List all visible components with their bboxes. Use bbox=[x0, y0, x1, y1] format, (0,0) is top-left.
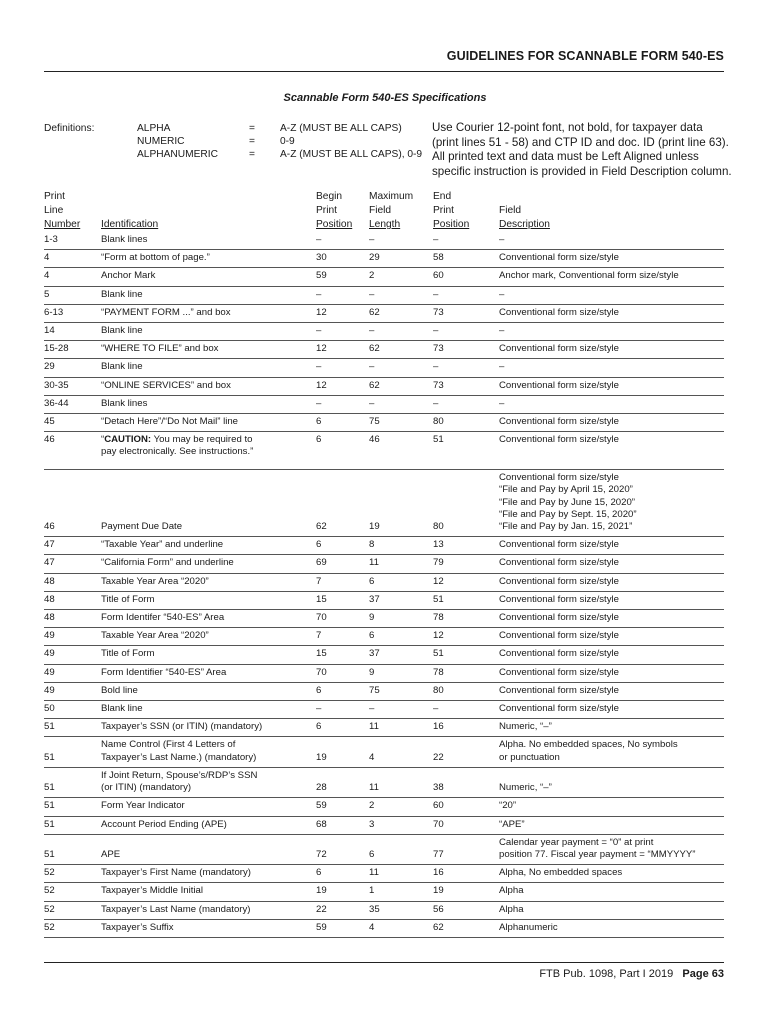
field-description-cell: Conventional form size/style bbox=[499, 377, 724, 395]
identification-cell: Form Year Indicator bbox=[101, 798, 316, 816]
max-length-cell: 4 bbox=[369, 737, 433, 767]
identification-cell: Taxpayer’s Middle Initial bbox=[101, 883, 316, 901]
max-length-cell: 37 bbox=[369, 646, 433, 664]
end-position-cell: 12 bbox=[433, 573, 499, 591]
identification-cell: Taxpayer’s Last Name (mandatory) bbox=[101, 901, 316, 919]
term-alphanumeric: ALPHANUMERIC bbox=[137, 149, 218, 160]
line-number-cell: 49 bbox=[44, 664, 101, 682]
begin-position-cell: 62 bbox=[316, 470, 369, 537]
header-text: Maximum bbox=[369, 191, 414, 202]
field-description-cell: Conventional form size/style bbox=[499, 304, 724, 322]
field-description-cell: Alpha bbox=[499, 883, 724, 901]
max-length-cell: 19 bbox=[369, 470, 433, 537]
header-text: Begin bbox=[316, 191, 343, 202]
table-row bbox=[44, 816, 724, 834]
field-description-cell: Alpha bbox=[499, 901, 724, 919]
max-length-cell: 11 bbox=[369, 865, 433, 883]
line-number-cell: 6-13 bbox=[44, 304, 101, 322]
line-number-cell: 29 bbox=[44, 359, 101, 377]
identification-cell: “Form at bottom of page.” bbox=[101, 250, 316, 268]
end-position-cell: 73 bbox=[433, 377, 499, 395]
header-text: Identification bbox=[101, 219, 159, 230]
line-number-cell: 51 bbox=[44, 719, 101, 737]
end-position-cell: – bbox=[433, 286, 499, 304]
spec-table bbox=[44, 232, 724, 938]
header-text: Print bbox=[316, 205, 337, 216]
term-alpha: ALPHA bbox=[137, 123, 171, 134]
begin-position-cell: 12 bbox=[316, 341, 369, 359]
begin-position-cell: 12 bbox=[316, 304, 369, 322]
line-number-cell: 36-44 bbox=[44, 395, 101, 413]
end-position-cell: 62 bbox=[433, 919, 499, 937]
identification-cell: Blank line bbox=[101, 323, 316, 341]
max-length-cell: 4 bbox=[369, 919, 433, 937]
end-position-cell: 51 bbox=[433, 591, 499, 609]
line-number-cell: 52 bbox=[44, 919, 101, 937]
begin-position-cell: 6 bbox=[316, 719, 369, 737]
identification-cell: APE bbox=[101, 834, 316, 864]
end-position-cell: 60 bbox=[433, 268, 499, 286]
page-number: Page 63 bbox=[682, 968, 724, 980]
max-length-cell: 11 bbox=[369, 555, 433, 573]
line-number-cell: 46 bbox=[44, 470, 101, 537]
caution-text-line2: pay electronically. See instructions.” bbox=[101, 446, 254, 458]
table-row bbox=[44, 737, 724, 767]
field-description-cell: – bbox=[499, 395, 724, 413]
begin-position-cell: – bbox=[316, 359, 369, 377]
page-header-title: GUIDELINES FOR SCANNABLE FORM 540-ES bbox=[446, 49, 724, 63]
line-number-cell: 52 bbox=[44, 901, 101, 919]
line-number-cell: 30-35 bbox=[44, 377, 101, 395]
field-description-cell: “APE” bbox=[499, 816, 724, 834]
line-number-cell: 14 bbox=[44, 323, 101, 341]
col-header-print-line-number bbox=[44, 190, 80, 232]
begin-position-cell: 68 bbox=[316, 816, 369, 834]
identification-cell: “WHERE TO FILE” and box bbox=[101, 341, 316, 359]
field-description-cell: Conventional form size/style bbox=[499, 341, 724, 359]
table-row bbox=[44, 341, 724, 359]
table-row bbox=[44, 359, 724, 377]
end-position-cell: 12 bbox=[433, 628, 499, 646]
line-number-cell: 52 bbox=[44, 883, 101, 901]
identification-cell: “PAYMENT FORM ...” and box bbox=[101, 304, 316, 322]
field-description-cell: Conventional form size/style bbox=[499, 573, 724, 591]
line-number-cell: 4 bbox=[44, 250, 101, 268]
max-length-cell: 3 bbox=[369, 816, 433, 834]
begin-position-cell: 19 bbox=[316, 737, 369, 767]
instruction-line: (print lines 51 - 58) and CTP ID and doc. ID (print line 63). bbox=[432, 135, 729, 149]
field-description-cell: Conventional form size/style bbox=[499, 682, 724, 700]
line-number-cell: 49 bbox=[44, 628, 101, 646]
identification-cell: Blank lines bbox=[101, 395, 316, 413]
identification-cell: “Detach Here”/“Do Not Mail” line bbox=[101, 414, 316, 432]
table-row bbox=[44, 304, 724, 322]
identification-cell: Taxpayer’s First Name (mandatory) bbox=[101, 865, 316, 883]
identification-cell: Anchor Mark bbox=[101, 268, 316, 286]
end-position-cell: 80 bbox=[433, 682, 499, 700]
identification-cell: Taxpayer’s Suffix bbox=[101, 919, 316, 937]
max-length-cell: 62 bbox=[369, 304, 433, 322]
field-description-cell: Conventional form size/style bbox=[499, 414, 724, 432]
table-row bbox=[44, 323, 724, 341]
identification-cell: Bold line bbox=[101, 682, 316, 700]
table-row bbox=[44, 555, 724, 573]
table-row bbox=[44, 268, 724, 286]
table-row bbox=[44, 883, 724, 901]
header-text: Field bbox=[499, 205, 522, 216]
identification-cell: Blank lines bbox=[101, 232, 316, 250]
field-description-cell: Anchor mark, Conventional form size/style bbox=[499, 268, 724, 286]
field-description-cell: Conventional form size/style bbox=[499, 537, 724, 555]
header-text: Line bbox=[44, 205, 64, 216]
value-numeric: 0-9 bbox=[280, 136, 295, 147]
max-length-cell: – bbox=[369, 323, 433, 341]
line-number-cell: 51 bbox=[44, 834, 101, 864]
end-position-cell: 78 bbox=[433, 610, 499, 628]
caution-open-quote: “ bbox=[101, 434, 105, 446]
table-row bbox=[44, 664, 724, 682]
begin-position-cell: 6 bbox=[316, 682, 369, 700]
field-description-cell: Conventional form size/style bbox=[499, 610, 724, 628]
field-description-cell: Alpha, No embedded spaces bbox=[499, 865, 724, 883]
end-position-cell: 80 bbox=[433, 470, 499, 537]
max-length-cell: – bbox=[369, 232, 433, 250]
font-instructions bbox=[432, 121, 732, 179]
table-row bbox=[44, 250, 724, 268]
identification-cell: Taxable Year Area “2020” bbox=[101, 573, 316, 591]
header-text: Position bbox=[316, 219, 353, 230]
begin-position-cell: 19 bbox=[316, 883, 369, 901]
header-text: Print bbox=[433, 205, 454, 216]
field-description-cell: Alpha. No embedded spaces, No symbols or punctuation bbox=[499, 737, 724, 767]
max-length-cell: 62 bbox=[369, 341, 433, 359]
table-row bbox=[44, 432, 724, 470]
page-footer bbox=[539, 968, 724, 980]
spec-title: Scannable Form 540-ES Specifications bbox=[283, 92, 487, 104]
table-row bbox=[44, 573, 724, 591]
begin-position-cell: 59 bbox=[316, 798, 369, 816]
line-number-cell: 49 bbox=[44, 682, 101, 700]
header-text: Field bbox=[369, 205, 392, 216]
table-row bbox=[44, 377, 724, 395]
line-number-cell: 47 bbox=[44, 537, 101, 555]
begin-position-cell: 59 bbox=[316, 919, 369, 937]
identification-cell: “California Form” and underline bbox=[101, 555, 316, 573]
term-numeric: NUMERIC bbox=[137, 136, 185, 147]
max-length-cell: 29 bbox=[369, 250, 433, 268]
begin-position-cell: 30 bbox=[316, 250, 369, 268]
identification-cell bbox=[101, 432, 316, 470]
field-description-cell: Numeric, “–” bbox=[499, 767, 724, 797]
equals-sign: = bbox=[249, 136, 255, 147]
end-position-cell: 19 bbox=[433, 883, 499, 901]
begin-position-cell: – bbox=[316, 395, 369, 413]
max-length-cell: 8 bbox=[369, 537, 433, 555]
identification-cell: “ONLINE SERVICES” and box bbox=[101, 377, 316, 395]
table-row bbox=[44, 628, 724, 646]
value-alpha: A-Z (MUST BE ALL CAPS) bbox=[280, 123, 402, 134]
header-text: Number bbox=[44, 219, 81, 230]
col-header-field-description bbox=[499, 204, 550, 232]
line-number-cell: 47 bbox=[44, 555, 101, 573]
table-row bbox=[44, 286, 724, 304]
field-description-cell: Conventional form size/style bbox=[499, 591, 724, 609]
begin-position-cell: 6 bbox=[316, 537, 369, 555]
identification-cell: Form Identifer “540-ES” Area bbox=[101, 610, 316, 628]
table-row bbox=[44, 470, 724, 537]
line-number-cell: 4 bbox=[44, 268, 101, 286]
begin-position-cell: 70 bbox=[316, 664, 369, 682]
col-header-identification bbox=[101, 218, 158, 232]
identification-cell: Title of Form bbox=[101, 591, 316, 609]
spec-table-body bbox=[44, 232, 724, 937]
line-number-cell: 51 bbox=[44, 737, 101, 767]
end-position-cell: 78 bbox=[433, 664, 499, 682]
begin-position-cell: 59 bbox=[316, 268, 369, 286]
field-description-cell: Conventional form size/style bbox=[499, 432, 724, 470]
identification-cell: Account Period Ending (APE) bbox=[101, 816, 316, 834]
caution-text: You may be required to bbox=[151, 434, 253, 446]
line-number-cell: 48 bbox=[44, 573, 101, 591]
table-row bbox=[44, 701, 724, 719]
begin-position-cell: 72 bbox=[316, 834, 369, 864]
end-position-cell: 16 bbox=[433, 865, 499, 883]
begin-position-cell: – bbox=[316, 323, 369, 341]
begin-position-cell: 7 bbox=[316, 573, 369, 591]
col-header-begin-print-position bbox=[316, 190, 352, 232]
table-row bbox=[44, 232, 724, 250]
line-number-cell: 5 bbox=[44, 286, 101, 304]
end-position-cell: 70 bbox=[433, 816, 499, 834]
max-length-cell: – bbox=[369, 286, 433, 304]
begin-position-cell: 28 bbox=[316, 767, 369, 797]
max-length-cell: 46 bbox=[369, 432, 433, 470]
end-position-cell: – bbox=[433, 701, 499, 719]
end-position-cell: – bbox=[433, 359, 499, 377]
max-length-cell: 9 bbox=[369, 610, 433, 628]
line-number-cell: 51 bbox=[44, 767, 101, 797]
field-description-cell: Conventional form size/style bbox=[499, 628, 724, 646]
begin-position-cell: – bbox=[316, 286, 369, 304]
header-text: Length bbox=[369, 219, 401, 230]
field-description-cell: Conventional form size/style bbox=[499, 646, 724, 664]
max-length-cell: 75 bbox=[369, 682, 433, 700]
line-number-cell: 46 bbox=[44, 432, 101, 470]
table-row bbox=[44, 682, 724, 700]
max-length-cell: 6 bbox=[369, 834, 433, 864]
publication-label: FTB Pub. 1098, Part I 2019 bbox=[539, 968, 674, 980]
end-position-cell: 80 bbox=[433, 414, 499, 432]
table-row bbox=[44, 798, 724, 816]
end-position-cell: 60 bbox=[433, 798, 499, 816]
header-text: Print bbox=[44, 191, 65, 202]
end-position-cell: 58 bbox=[433, 250, 499, 268]
max-length-cell: 9 bbox=[369, 664, 433, 682]
end-position-cell: 79 bbox=[433, 555, 499, 573]
end-position-cell: 13 bbox=[433, 537, 499, 555]
field-description-cell: Numeric, “–” bbox=[499, 719, 724, 737]
table-row bbox=[44, 537, 724, 555]
header-text: Position bbox=[433, 219, 470, 230]
instruction-line: specific instruction is provided in Field Description column. bbox=[432, 164, 732, 178]
field-description-cell: Alphanumeric bbox=[499, 919, 724, 937]
identification-cell: Form Identifier “540-ES” Area bbox=[101, 664, 316, 682]
end-position-cell: 73 bbox=[433, 304, 499, 322]
end-position-cell: 22 bbox=[433, 737, 499, 767]
end-position-cell: 51 bbox=[433, 646, 499, 664]
end-position-cell: 56 bbox=[433, 901, 499, 919]
identification-cell: “Taxable Year” and underline bbox=[101, 537, 316, 555]
footer-rule bbox=[44, 962, 724, 963]
table-row bbox=[44, 414, 724, 432]
max-length-cell: 62 bbox=[369, 377, 433, 395]
begin-position-cell: 15 bbox=[316, 646, 369, 664]
begin-position-cell: – bbox=[316, 701, 369, 719]
table-row bbox=[44, 834, 724, 864]
table-row bbox=[44, 395, 724, 413]
identification-cell: Taxpayer’s SSN (or ITIN) (mandatory) bbox=[101, 719, 316, 737]
begin-position-cell: 15 bbox=[316, 591, 369, 609]
begin-position-cell: 7 bbox=[316, 628, 369, 646]
table-row bbox=[44, 865, 724, 883]
table-row bbox=[44, 919, 724, 937]
definition-values bbox=[280, 122, 422, 161]
end-position-cell: 38 bbox=[433, 767, 499, 797]
begin-position-cell: 6 bbox=[316, 432, 369, 470]
max-length-cell: 11 bbox=[369, 767, 433, 797]
begin-position-cell: 22 bbox=[316, 901, 369, 919]
max-length-cell: 11 bbox=[369, 719, 433, 737]
line-number-cell: 15-28 bbox=[44, 341, 101, 359]
begin-position-cell: 6 bbox=[316, 414, 369, 432]
begin-position-cell: – bbox=[316, 232, 369, 250]
line-number-cell: 52 bbox=[44, 865, 101, 883]
line-number-cell: 51 bbox=[44, 798, 101, 816]
instruction-line: All printed text and data must be Left Aligned unless bbox=[432, 150, 699, 163]
end-position-cell: 77 bbox=[433, 834, 499, 864]
table-row bbox=[44, 610, 724, 628]
definition-equals bbox=[249, 122, 255, 161]
instruction-line: Use Courier 12-point font, not bold, for taxpayer data bbox=[432, 121, 703, 134]
max-length-cell: 6 bbox=[369, 628, 433, 646]
line-number-cell: 48 bbox=[44, 610, 101, 628]
header-text: End bbox=[433, 191, 452, 202]
field-description-cell: – bbox=[499, 359, 724, 377]
identification-cell: Blank line bbox=[101, 286, 316, 304]
field-description-cell: – bbox=[499, 232, 724, 250]
identification-cell: If Joint Return, Spouse’s/RDP’s SSN (or ITIN) (mandatory) bbox=[101, 767, 316, 797]
max-length-cell: 6 bbox=[369, 573, 433, 591]
col-header-maximum-field-length bbox=[369, 190, 413, 232]
identification-cell: Taxable Year Area “2020” bbox=[101, 628, 316, 646]
max-length-cell: 2 bbox=[369, 798, 433, 816]
col-header-end-print-position bbox=[433, 190, 469, 232]
end-position-cell: – bbox=[433, 395, 499, 413]
equals-sign: = bbox=[249, 123, 255, 134]
field-description-cell: – bbox=[499, 286, 724, 304]
table-row bbox=[44, 719, 724, 737]
end-position-cell: – bbox=[433, 232, 499, 250]
end-position-cell: 16 bbox=[433, 719, 499, 737]
field-description-cell: Conventional form size/style bbox=[499, 250, 724, 268]
identification-cell: Blank line bbox=[101, 701, 316, 719]
definitions-label: Definitions: bbox=[44, 123, 95, 134]
identification-cell: Title of Form bbox=[101, 646, 316, 664]
max-length-cell: – bbox=[369, 395, 433, 413]
max-length-cell: 35 bbox=[369, 901, 433, 919]
value-alphanumeric: A-Z (MUST BE ALL CAPS), 0-9 bbox=[280, 149, 423, 160]
field-description-cell: – bbox=[499, 323, 724, 341]
identification-cell: Blank line bbox=[101, 359, 316, 377]
field-description-cell: Conventional form size/style bbox=[499, 664, 724, 682]
table-row bbox=[44, 646, 724, 664]
line-number-cell: 48 bbox=[44, 591, 101, 609]
begin-position-cell: 69 bbox=[316, 555, 369, 573]
line-number-cell: 50 bbox=[44, 701, 101, 719]
line-number-cell: 51 bbox=[44, 816, 101, 834]
field-description-cell: Conventional form size/style “File and Pay by April 15, 2020” “File and Pay by June 15, 2020” “File and Pay by Sept. 15, 2020” “File and Pay by Jan. 15, 2021” bbox=[499, 470, 724, 537]
header-rule bbox=[44, 71, 724, 72]
max-length-cell: 2 bbox=[369, 268, 433, 286]
max-length-cell: – bbox=[369, 359, 433, 377]
end-position-cell: – bbox=[433, 323, 499, 341]
max-length-cell: 37 bbox=[369, 591, 433, 609]
table-row bbox=[44, 591, 724, 609]
field-description-cell: Calendar year payment = “0” at print position 77. Fiscal year payment = “MMYYYY” bbox=[499, 834, 724, 864]
max-length-cell: 75 bbox=[369, 414, 433, 432]
begin-position-cell: 70 bbox=[316, 610, 369, 628]
field-description-cell: Conventional form size/style bbox=[499, 555, 724, 573]
end-position-cell: 73 bbox=[433, 341, 499, 359]
caution-label: CAUTION: bbox=[104, 434, 152, 446]
line-number-cell: 49 bbox=[44, 646, 101, 664]
table-row bbox=[44, 901, 724, 919]
line-number-cell: 45 bbox=[44, 414, 101, 432]
begin-position-cell: 6 bbox=[316, 865, 369, 883]
equals-sign: = bbox=[249, 149, 255, 160]
definition-terms bbox=[137, 122, 218, 161]
line-number-cell: 1-3 bbox=[44, 232, 101, 250]
header-text: Description bbox=[499, 219, 550, 230]
end-position-cell: 51 bbox=[433, 432, 499, 470]
identification-cell: Payment Due Date bbox=[101, 470, 316, 537]
identification-cell: Name Control (First 4 Letters of Taxpayer’s Last Name.) (mandatory) bbox=[101, 737, 316, 767]
table-row bbox=[44, 767, 724, 797]
field-description-cell: “20” bbox=[499, 798, 724, 816]
max-length-cell: 1 bbox=[369, 883, 433, 901]
field-description-cell: Conventional form size/style bbox=[499, 701, 724, 719]
begin-position-cell: 12 bbox=[316, 377, 369, 395]
max-length-cell: – bbox=[369, 701, 433, 719]
